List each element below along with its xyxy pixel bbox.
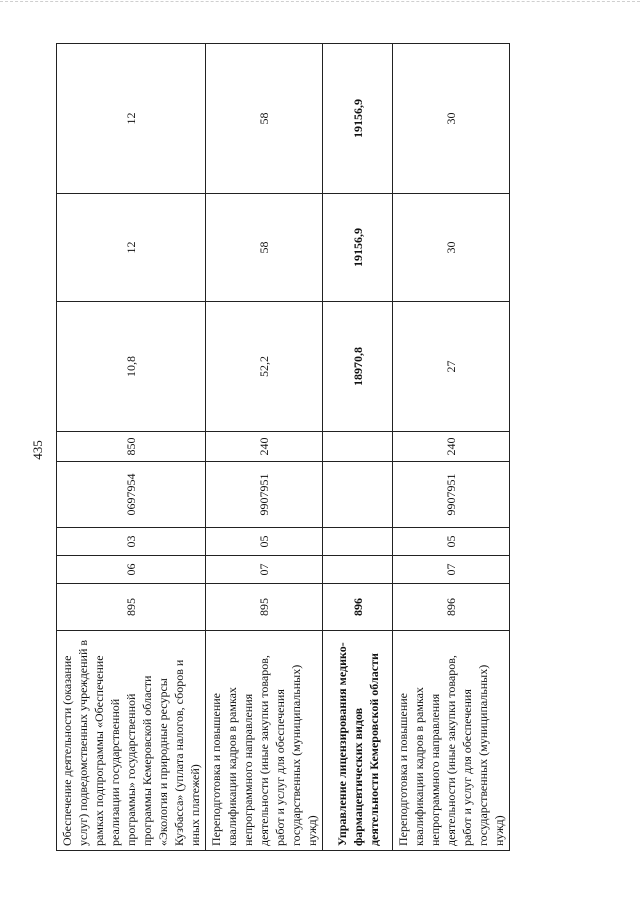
row-description: Обеспечение деятельности (оказание услуг) подведомственных учреждений в рамках подпрограммы «Обеспечение реализации государственной программы» государственной программы Кемеровской области «Экология и природные ресурсы Кузбасса» (уплата налогов, сборов и иных платежей) bbox=[57, 631, 206, 851]
section-code: 06 bbox=[57, 556, 206, 584]
row-description: Управление лицензирования медико-фармацевтических видов деятельности Кемеровской области bbox=[323, 631, 393, 851]
subsection-code bbox=[323, 528, 393, 556]
amount-year-3: 19156,9 bbox=[323, 44, 393, 194]
target-code: 9907951 bbox=[393, 462, 510, 528]
amount-year-2: 30 bbox=[393, 194, 510, 302]
subsection-code: 05 bbox=[393, 528, 510, 556]
ministry-code: 895 bbox=[206, 584, 323, 631]
ministry-code: 896 bbox=[323, 584, 393, 631]
budget-table bbox=[56, 43, 510, 851]
table-row bbox=[323, 44, 393, 851]
expense-type-code bbox=[323, 432, 393, 462]
amount-year-2: 19156,9 bbox=[323, 194, 393, 302]
expense-type-code: 240 bbox=[393, 432, 510, 462]
amount-year-1: 27 bbox=[393, 302, 510, 432]
amount-year-3: 30 bbox=[393, 44, 510, 194]
section-code: 07 bbox=[393, 556, 510, 584]
row-description: Переподготовка и повышение квалификации кадров в рамках непрограммного направления деятельности (иные закупки товаров, работ и услуг для обеспечения государственных (муниципальных) нужд) bbox=[206, 631, 323, 851]
subsection-code: 05 bbox=[206, 528, 323, 556]
amount-year-2: 12 bbox=[57, 194, 206, 302]
target-code bbox=[323, 462, 393, 528]
target-code: 9907951 bbox=[206, 462, 323, 528]
ministry-code: 896 bbox=[393, 584, 510, 631]
expense-type-code: 240 bbox=[206, 432, 323, 462]
scan-border-line bbox=[0, 1, 640, 2]
rotated-table-content bbox=[56, 44, 506, 851]
section-code: 07 bbox=[206, 556, 323, 584]
row-description: Переподготовка и повышение квалификации кадров в рамках непрограммного направления деятельности (иные закупки товаров, работ и услуг для обеспечения государственных (муниципальных) нужд) bbox=[393, 631, 510, 851]
amount-year-2: 58 bbox=[206, 194, 323, 302]
amount-year-1: 10,8 bbox=[57, 302, 206, 432]
expense-type-code: 850 bbox=[57, 432, 206, 462]
table-row bbox=[393, 44, 510, 851]
rotated-table-frame bbox=[56, 44, 506, 851]
amount-year-1: 18970,8 bbox=[323, 302, 393, 432]
target-code: 0697954 bbox=[57, 462, 206, 528]
table-row bbox=[57, 44, 206, 851]
ministry-code: 895 bbox=[57, 584, 206, 631]
amount-year-3: 12 bbox=[57, 44, 206, 194]
subsection-code: 03 bbox=[57, 528, 206, 556]
page-number: 435 bbox=[30, 440, 45, 460]
section-code bbox=[323, 556, 393, 584]
amount-year-1: 52,2 bbox=[206, 302, 323, 432]
amount-year-3: 58 bbox=[206, 44, 323, 194]
table-row bbox=[206, 44, 323, 851]
